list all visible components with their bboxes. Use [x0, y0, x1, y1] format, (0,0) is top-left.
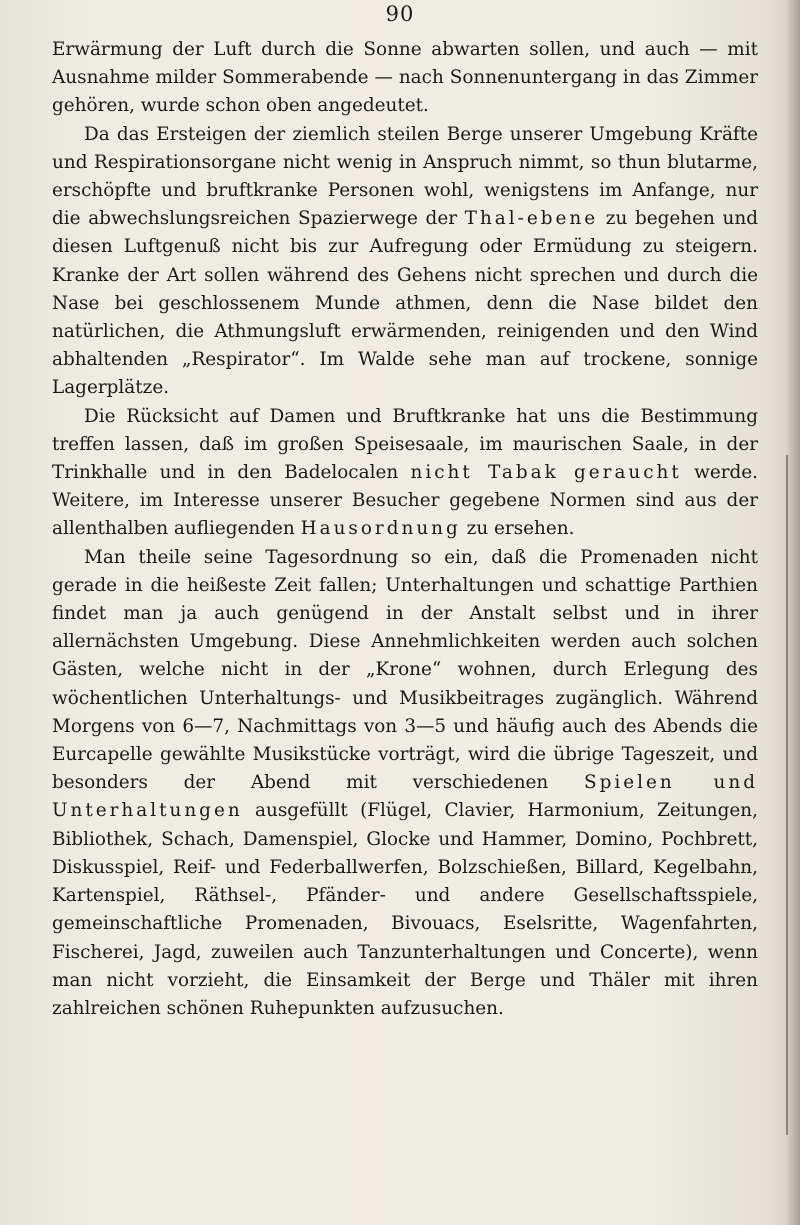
- paragraph-3-spaced-term-2: Hausordnung: [300, 518, 461, 540]
- paragraph-1: [52, 36, 758, 121]
- paragraph-4-spaced-term: Spielen und Unterhaltungen: [52, 772, 758, 822]
- paragraph-3: [52, 403, 758, 544]
- body-text: [52, 36, 758, 1023]
- paragraph-2: [52, 121, 758, 403]
- paragraph-4-text-a: Man theile seine Tagesordnung so ein, daß die Promenaden nicht gerade in die heißeste Zeit fallen; Unterhaltungen und schattige Parthien findet man ja auch genügend in der Anstalt selbst und in ihrer allernächsten Umgebung. Diese Annehmlichkeiten werden auch solchen Gästen, welche nicht in der „Krone“ wohnen, durch Erlegung des wöchentlichen Unterhaltungs- und Musikbeitrages zugänglich. Während Morgens von 6—7, Nachmittags von 3—5 und häufig auch des Abends die Eurcapelle gewählte Musikstücke vorträgt, wird die übrige Tageszeit, und besonders der Abend mit verschiedenen: [52, 546, 758, 794]
- paragraph-4: [52, 544, 758, 1023]
- paragraph-4-text-b: ausgefüllt (Flügel, Clavier, Harmonium, Zeitungen, Bibliothek, Schach, Damenspiel, Glocke und Hammer, Domino, Pochbrett, Diskusspiel, Reif- und Federballwerfen, Bolzschießen, Billard, Kegelbahn, Kartenspiel, Räthsel-, Pfänder- und andere Gesellschaftsspiele, gemeinschaftliche Promenaden, Bivouacs, Eselsritte, Wagenfahrten, Fischerei, Jagd, zuweilen auch Tanzunterhaltungen und Concerte), wenn man nicht vorzieht, die Einsamkeit der Berge und Thäler mit ihren zahlreichen schönen Ruhepunkten aufzusuchen.: [52, 800, 758, 1019]
- page-number: 90: [385, 2, 415, 26]
- paragraph-1-text: Erwärmung der Luft durch die Sonne abwarten sollen, und auch — mit Ausnahme milder Sommerabende — nach Sonnenuntergang in das Zimmer gehören, wurde schon oben angedeutet.: [52, 39, 758, 117]
- paragraph-3-text-a: Die Rücksicht auf Damen und Bruftkranke hat uns die Bestimmung treffen lassen, daß im großen Speisesaale, im maurischen Saale, in der Trinkhalle und in den Badelocalen: [52, 405, 758, 484]
- paragraph-3-text-c: zu ersehen.: [460, 518, 575, 540]
- paragraph-3-text-b: werde. Weitere, im Interesse unserer Besucher gegebene Normen sind aus der allenthalben aufliegenden: [52, 462, 759, 540]
- paragraph-3-spaced-term: nicht Tabak geraucht: [410, 462, 682, 484]
- paragraph-2-text-a: Da das Ersteigen der ziemlich steilen Berge unserer Umgebung Kräfte und Respirationsorgane nicht wenig in Anspruch nimmt, so thun blutarme, erschöpfte und bruftkranke Personen wohl, wenigstens im Anfange, nur die abwechslungsreichen Spazierwege der: [52, 123, 758, 230]
- paragraph-2-spaced-term: Thal-ebene: [464, 208, 599, 230]
- paragraph-2-text-b: zu begehen und diesen Luftgenuß nicht bis zur Aufregung oder Ermüdung zu steigern. Kranke der Art sollen während des Gehens nicht sprechen und durch die Nase bei geschlossenem Munde athmen, denn die Nase bildet den natürlichen, die Athmungsluft erwärmenden, reinigenden und den Wind abhaltenden „Respirator“. Im Walde sehe man auf trockene, sonnige Lagerplätze.: [52, 208, 758, 399]
- page-edge-shadow: [786, 0, 800, 1225]
